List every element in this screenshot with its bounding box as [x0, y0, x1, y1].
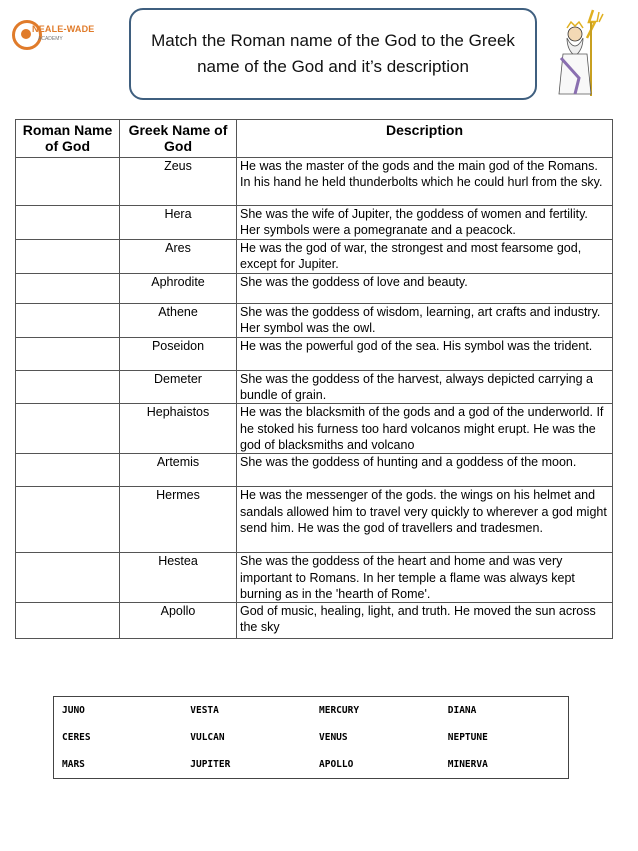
roman-name-cell[interactable]: [16, 404, 120, 454]
word-bank: [53, 696, 569, 779]
roman-name-cell[interactable]: [16, 454, 120, 487]
word-bank-item[interactable]: VESTA: [190, 705, 219, 716]
description-cell: He was the blacksmith of the gods and a god of the underworld. If he stoked his furness too hard volcanos might erupt. He was the god of blacksmiths and volcano: [237, 404, 613, 454]
table-row: [16, 206, 613, 240]
zeus-clipart-icon: [553, 8, 613, 100]
description-cell: She was the goddess of the harvest, always depicted carrying a bundle of grain.: [237, 371, 613, 404]
table-row: [16, 240, 613, 274]
word-bank-item[interactable]: CERES: [62, 732, 91, 743]
gods-table: [15, 119, 613, 639]
word-bank-row: [54, 697, 569, 725]
description-cell: He was the powerful god of the sea. His symbol was the trident.: [237, 338, 613, 371]
greek-name-cell: Zeus: [120, 158, 237, 206]
description-cell: She was the goddess of love and beauty.: [237, 274, 613, 304]
description-cell: God of music, healing, light, and truth. He moved the sun across the sky: [237, 603, 613, 639]
word-bank-item[interactable]: APOLLO: [319, 759, 354, 770]
description-cell: He was the god of war, the strongest and most fearsome god, except for Jupiter.: [237, 240, 613, 274]
word-bank-item[interactable]: JUPITER: [190, 759, 231, 770]
table-row: [16, 158, 613, 206]
greek-name-cell: Apollo: [120, 603, 237, 639]
greek-name-cell: Artemis: [120, 454, 237, 487]
header-roman: Roman Name of God: [16, 120, 120, 158]
word-bank-item[interactable]: DIANA: [447, 705, 477, 716]
word-bank-item[interactable]: MINERVA: [447, 759, 488, 770]
roman-name-cell[interactable]: [16, 206, 120, 240]
word-bank-item[interactable]: VENUS: [319, 732, 348, 743]
description-cell: She was the goddess of hunting and a goddess of the moon.: [237, 454, 613, 487]
word-bank-item[interactable]: VULCAN: [190, 732, 225, 743]
word-bank-item[interactable]: NEPTUNE: [447, 732, 488, 743]
table-row: [16, 553, 613, 603]
table-row: [16, 274, 613, 304]
table-row: [16, 371, 613, 404]
table-row: [16, 454, 613, 487]
header-description: Description: [237, 120, 613, 158]
word-bank-item[interactable]: MARS: [62, 759, 85, 770]
word-bank-row: [54, 724, 569, 751]
school-logo: [8, 18, 118, 58]
table-row: [16, 304, 613, 338]
logo-subtext: ACADEMY: [38, 36, 63, 42]
greek-name-cell: Hermes: [120, 487, 237, 553]
roman-name-cell[interactable]: [16, 338, 120, 371]
roman-name-cell[interactable]: [16, 274, 120, 304]
word-bank-item[interactable]: MERCURY: [319, 705, 360, 716]
roman-name-cell[interactable]: [16, 371, 120, 404]
header-greek: Greek Name of God: [120, 120, 237, 158]
greek-name-cell: Ares: [120, 240, 237, 274]
roman-name-cell[interactable]: [16, 240, 120, 274]
table-row: [16, 404, 613, 454]
title-box: [129, 8, 537, 100]
table-row: [16, 487, 613, 553]
logo-text: NEALE-WADE: [32, 24, 95, 34]
description-cell: She was the wife of Jupiter, the goddess of women and fertility. Her symbols were a pomegranate and a peacock.: [237, 206, 613, 240]
greek-name-cell: Hephaistos: [120, 404, 237, 454]
table-row: [16, 338, 613, 371]
greek-name-cell: Poseidon: [120, 338, 237, 371]
greek-name-cell: Aphrodite: [120, 274, 237, 304]
table-row: [16, 603, 613, 639]
roman-name-cell[interactable]: [16, 553, 120, 603]
description-cell: He was the master of the gods and the main god of the Romans. In his hand he held thunderbolts which he could hurl from the sky.: [237, 158, 613, 206]
roman-name-cell[interactable]: [16, 158, 120, 206]
greek-name-cell: Hera: [120, 206, 237, 240]
roman-name-cell[interactable]: [16, 487, 120, 553]
description-cell: He was the messenger of the gods. the wings on his helmet and sandals allowed him to travel very quickly to wherever a god might send him. He was the god of travellers and tradesmen.: [237, 487, 613, 553]
greek-name-cell: Demeter: [120, 371, 237, 404]
logo-dot-icon: [21, 29, 31, 39]
greek-name-cell: Athene: [120, 304, 237, 338]
page-title: Match the Roman name of the God to the Greek name of the God and it’s description: [151, 31, 515, 76]
greek-name-cell: Hestea: [120, 553, 237, 603]
word-bank-item[interactable]: JUNO: [62, 705, 85, 716]
roman-name-cell[interactable]: [16, 603, 120, 639]
roman-name-cell[interactable]: [16, 304, 120, 338]
description-cell: She was the goddess of the heart and home and was very important to Romans. In her temple a flame was always kept burning as in the 'hearth of Rome'.: [237, 553, 613, 603]
table-header-row: [16, 120, 613, 158]
description-cell: She was the goddess of wisdom, learning, art crafts and industry. Her symbol was the owl.: [237, 304, 613, 338]
word-bank-row: [54, 751, 569, 779]
